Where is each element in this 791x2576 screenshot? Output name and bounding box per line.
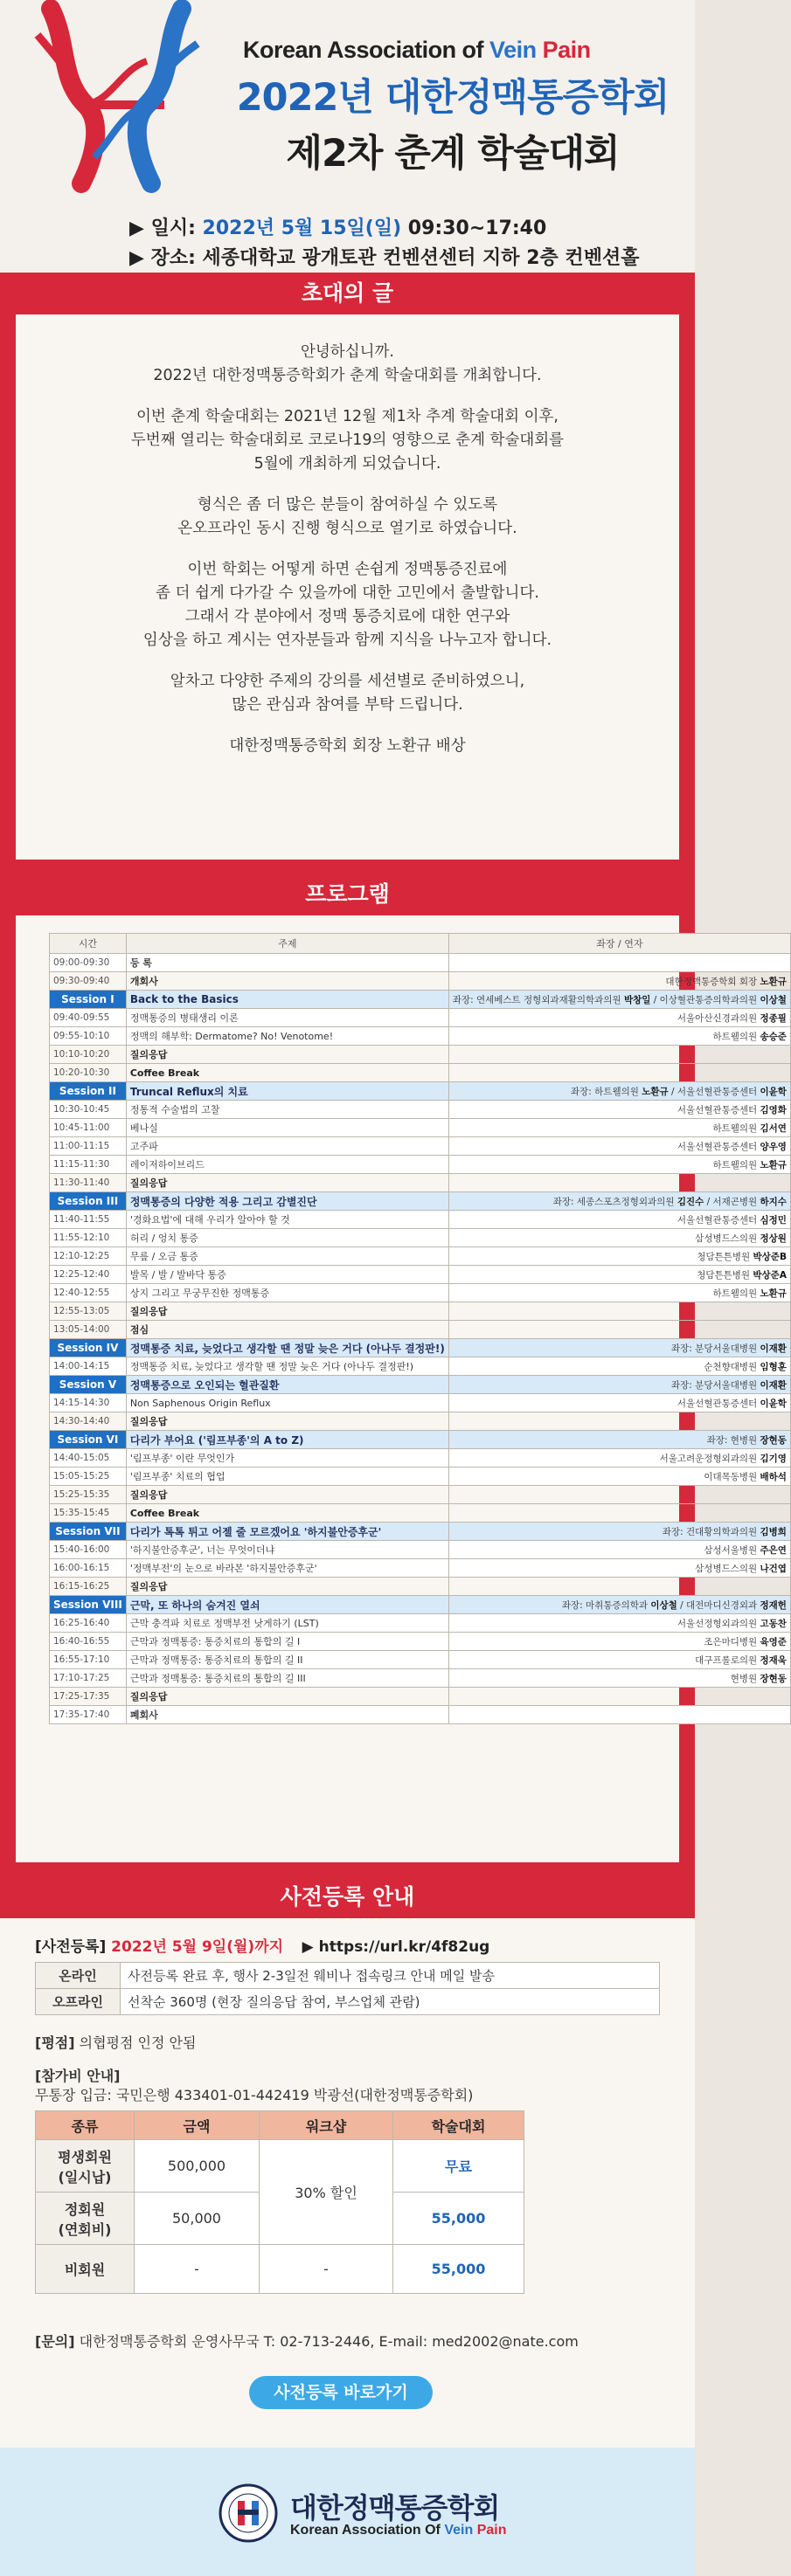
speaker-name: 정상원 (760, 1233, 787, 1244)
program-row (50, 1357, 791, 1376)
speaker-name: 김진수 (677, 1196, 704, 1207)
row-topic: 베나실 (126, 1119, 448, 1137)
row-speaker (448, 1394, 790, 1412)
row-topic: Back to the Basics (126, 991, 448, 1009)
mode-online: 온라인 사전등록 완료 후, 행사 2-3일전 웨비나 접속링크 안내 메일 발송 (36, 1963, 660, 1989)
row-time: 17:25-17:35 (50, 1688, 127, 1706)
speaker-name: 양우영 (760, 1141, 787, 1152)
row-topic: 정맥의 해부학: Dermatome? No! Venotome! (126, 1027, 448, 1046)
speaker-affiliation: 서울선혈관통증센터 (677, 1214, 760, 1226)
program-row (50, 1064, 791, 1082)
speaker-name: 이상철 (650, 1599, 677, 1611)
registration-title: 사전등록 안내 (280, 1884, 415, 1910)
row-topic: Non Saphenous Origin Reflux (126, 1394, 448, 1412)
row-speaker (448, 1192, 790, 1211)
speaker-name: 이윤학 (760, 1086, 787, 1097)
row-topic: 질의응답 (126, 1302, 448, 1321)
speaker-affiliation: 좌장: 현병원 (706, 1434, 760, 1446)
greeting-line: 안녕하십니까. (301, 343, 394, 361)
row-topic: '경화요법'에 대해 우리가 알아야 할 것 (126, 1211, 448, 1229)
speaker-affiliation: 하트웰의원 (712, 1288, 760, 1299)
greeting-line: 그래서 각 분야에서 정맥 통증치료에 대한 연구와 (184, 608, 510, 625)
row-time: 13:05-14:00 (50, 1321, 127, 1339)
row-time: 15:25-15:35 (50, 1486, 127, 1504)
program-row (50, 1046, 791, 1064)
program-row (50, 1247, 791, 1266)
speaker-affiliation: 삼성병드스의원 (695, 1233, 760, 1244)
speaker-name: 노환규 (642, 1086, 669, 1097)
greeting-line: 임상을 하고 계시는 연자분들과 함께 지식을 나누고자 합니다. (142, 632, 552, 649)
greeting-paragraph (16, 341, 679, 388)
program-title-bar (0, 874, 695, 915)
greeting-paragraph (16, 558, 679, 653)
row-time: 11:00-11:15 (50, 1137, 127, 1156)
row-speaker (448, 1284, 790, 1302)
fee-header-row: 종류 금액 워크샵 학술대회 (36, 2111, 524, 2140)
row-topic: 질의응답 (126, 1486, 448, 1504)
greeting-paragraph (16, 494, 679, 541)
row-speaker (448, 1651, 790, 1669)
session-row (50, 1431, 791, 1449)
speaker-affiliation: / 이상혈관통증의학과의원 (650, 994, 760, 1005)
speaker-affiliation: 조은마디병원 (704, 1636, 760, 1647)
program-row (50, 1211, 791, 1229)
speaker-affiliation: 하트웰의원 (712, 1122, 760, 1134)
speaker-name: 주은연 (760, 1544, 787, 1556)
program-row (50, 1137, 791, 1156)
program-row (50, 1449, 791, 1468)
row-speaker (448, 1523, 790, 1541)
speaker-name: 정재헌 (760, 1599, 787, 1611)
row-topic: 질의응답 (126, 1578, 448, 1596)
program-row (50, 1559, 791, 1578)
program-row (50, 1174, 791, 1192)
row-time: 14:40-15:05 (50, 1449, 127, 1468)
speaker-affiliation: 좌장: 세종스포츠정형외과의원 (552, 1196, 677, 1207)
session-row (50, 1376, 791, 1394)
program-row (50, 972, 791, 991)
footer-society-english: Korean Association Of Vein Pain (290, 2523, 507, 2538)
row-speaker (448, 1009, 790, 1027)
speaker-affiliation: 청담튼튼병원 (697, 1251, 753, 1262)
fee-label: [참가비 안내] (35, 2068, 121, 2084)
row-time: 11:30-11:40 (50, 1174, 127, 1192)
registration-title-bar (0, 1876, 695, 1918)
row-speaker (448, 1688, 790, 1706)
row-time: Session VII (50, 1523, 127, 1541)
col-speaker: 좌장 / 연자 (448, 934, 790, 954)
speaker-affiliation: 좌장: 연세베스트 정형외과재활의학과의원 (452, 994, 624, 1005)
speaker-name: 송승준 (760, 1031, 787, 1042)
speaker-name: 심정민 (760, 1214, 787, 1226)
row-time: 12:25-12:40 (50, 1266, 127, 1284)
speaker-affiliation: / 서울선혈관통증센터 (668, 1086, 760, 1097)
speaker-name: 장현동 (760, 1673, 787, 1684)
row-time: Session IV (50, 1339, 127, 1357)
speaker-name: 하지수 (760, 1196, 787, 1207)
speaker-name: 고동찬 (760, 1618, 787, 1629)
event-title: 2022년 대한정맥통증학회 (236, 76, 670, 120)
speaker-name: 김영화 (760, 1104, 787, 1115)
account-info: 무통장 입금: 국민은행 433401-01-442419 박광선(대한정맥통증학회) (35, 2087, 474, 2103)
speaker-affiliation: 대구프롤로의원 (695, 1654, 760, 1666)
row-topic: 다리가 부어요 ('림프부종'의 A to Z) (126, 1431, 448, 1449)
row-topic: 무릎 / 오금 통증 (126, 1247, 448, 1266)
row-topic: 질의응답 (126, 1174, 448, 1192)
fee-table (35, 2110, 524, 2294)
registration-deadline: [사전등록] 2022년 5월 9일(월)까지 ▶ https://url.kr/4f82ug (35, 1938, 490, 1956)
row-topic: 폐회사 (126, 1706, 448, 1724)
program-row (50, 1302, 791, 1321)
row-time: 16:00-16:15 (50, 1559, 127, 1578)
row-time: 09:55-10:10 (50, 1027, 127, 1046)
association-name: Korean Association of Vein Pain (243, 37, 591, 63)
row-topic: 정맥통증의 다양한 적용 그리고 감별진단 (126, 1192, 448, 1211)
row-topic: 등 록 (126, 954, 448, 972)
program-row (50, 1321, 791, 1339)
row-topic: 상지 그리고 무궁무진한 정맥통증 (126, 1284, 448, 1302)
row-speaker (448, 1578, 790, 1596)
row-time: 12:40-12:55 (50, 1284, 127, 1302)
speaker-affiliation: 서울선혈관통증센터 (677, 1398, 760, 1409)
speaker-affiliation: 청담튼튼병원 (697, 1269, 753, 1281)
row-time: 17:35-17:40 (50, 1706, 127, 1724)
row-speaker (448, 1633, 790, 1651)
row-speaker (448, 1357, 790, 1376)
row-speaker (448, 991, 790, 1009)
row-topic: 개회사 (126, 972, 448, 991)
row-topic: 허리 / 엉치 통증 (126, 1229, 448, 1247)
row-topic: '정맥부전'의 눈으로 바라본 '하지불안증후군' (126, 1559, 448, 1578)
speaker-affiliation: 좌장: 분당서울대병원 (671, 1379, 760, 1391)
speaker-affiliation: 서울아산신경과의원 (677, 1012, 760, 1024)
event-subtitle: 제2차 춘계 학술대회 (286, 132, 620, 176)
row-topic: 발목 / 발 / 발바닥 통증 (126, 1266, 448, 1284)
speaker-name: 정종필 (760, 1012, 787, 1024)
program-row (50, 1229, 791, 1247)
row-speaker (448, 1211, 790, 1229)
greeting-line: 알차고 다양한 주제의 강의를 세션별로 준비하였으니, (170, 673, 525, 690)
row-speaker (448, 1229, 790, 1247)
fee-row-lifetime: 평생회원 (일시납) 500,000 30% 할인 무료 (36, 2140, 524, 2193)
row-time: 16:55-17:10 (50, 1651, 127, 1669)
speaker-name: 김병희 (760, 1526, 787, 1537)
program-row (50, 1266, 791, 1284)
row-time: 10:10-10:20 (50, 1046, 127, 1064)
speaker-name: 이재환 (760, 1343, 787, 1354)
row-topic: '하지불안증후군', 너는 무엇이더냐 (126, 1541, 448, 1559)
row-time: Session VI (50, 1431, 127, 1449)
row-speaker (448, 972, 790, 991)
row-speaker (448, 1486, 790, 1504)
row-speaker (448, 1027, 790, 1046)
speaker-name: 육영준 (760, 1636, 787, 1647)
vein-logo-icon (33, 9, 199, 183)
row-time: 17:10-17:25 (50, 1669, 127, 1688)
row-time: 10:20-10:30 (50, 1064, 127, 1082)
row-speaker (448, 1559, 790, 1578)
speaker-affiliation: 이대목동병원 (704, 1471, 760, 1482)
row-time: 11:15-11:30 (50, 1156, 127, 1174)
row-time: 14:30-14:40 (50, 1412, 127, 1431)
speaker-name: 이윤학 (760, 1398, 787, 1409)
speaker-name: 노환규 (760, 1288, 787, 1299)
row-topic: 정맥통증으로 오인되는 혈관질환 (126, 1376, 448, 1394)
row-topic: 질의응답 (126, 1688, 448, 1706)
row-topic: Coffee Break (126, 1064, 448, 1082)
program-panel (16, 915, 787, 1862)
program-row (50, 1504, 791, 1523)
row-speaker (448, 1614, 790, 1633)
speaker-affiliation: 하트웰의원 (712, 1159, 760, 1171)
row-topic: Coffee Break (126, 1504, 448, 1523)
row-speaker (448, 1174, 790, 1192)
program-row (50, 1156, 791, 1174)
col-time: 시간 (50, 934, 127, 954)
mode-offline: 오프라인 선착순 360명 (현장 질의응답 참여, 부스업체 관람) (36, 1989, 660, 2015)
attendance-modes (35, 1962, 660, 2015)
row-topic: 질의응답 (126, 1046, 448, 1064)
register-button[interactable]: 사전등록 바로가기 (249, 2376, 433, 2409)
greeting-line: 대한정맥통증학회 회장 노환규 배상 (229, 737, 466, 755)
speaker-name: 박상준B (753, 1251, 787, 1262)
row-topic: 정통적 수술법의 고찰 (126, 1101, 448, 1119)
row-time: 16:25-16:40 (50, 1614, 127, 1633)
row-speaker (448, 1339, 790, 1357)
row-time: 16:15-16:25 (50, 1578, 127, 1596)
society-seal-icon (219, 2483, 278, 2543)
program-row (50, 1651, 791, 1669)
speaker-affiliation: 현병원 (730, 1673, 760, 1684)
row-speaker (448, 1669, 790, 1688)
row-topic: 근막과 정맥통증: 통증치료의 통합의 길 II (126, 1651, 448, 1669)
program-row (50, 1101, 791, 1119)
greeting-panel (16, 314, 679, 860)
greeting-line: 두번째 열리는 학술대회로 코로나19의 영향으로 춘계 학술대회를 (130, 432, 565, 449)
speaker-affiliation: / 대전마디신경외과 (677, 1599, 760, 1611)
row-speaker (448, 1082, 790, 1101)
greeting-title-bar (0, 273, 695, 314)
program-header-row (50, 934, 791, 954)
fee-row-nonmember: 비회원 - - 55,000 (36, 2245, 524, 2294)
speaker-affiliation: 좌장: 건대황의학과의원 (662, 1526, 760, 1537)
footer-society-name: 대한정맥통증학회 (290, 2491, 500, 2524)
program-row (50, 1009, 791, 1027)
row-topic: '림프부종' 이란 무엇인가 (126, 1449, 448, 1468)
row-topic: 점심 (126, 1321, 448, 1339)
row-topic: 정맥통증 치료, 늦었다고 생각할 땐 정말 늦은 거다 (아나두 결정판!) (126, 1357, 448, 1376)
row-topic: 레이저하이브리드 (126, 1156, 448, 1174)
header (0, 0, 695, 273)
greeting-line: 2022년 대한정맥통증학회가 춘계 학술대회를 개최합니다. (153, 367, 542, 384)
session-row (50, 1192, 791, 1211)
speaker-name: 배하석 (760, 1471, 787, 1482)
contact-info: [문의] 대한정맥통증학회 운영사무국 T: 02-713-2446, E-mail: med2002@nate.com (35, 2333, 579, 2350)
row-time: 12:10-12:25 (50, 1247, 127, 1266)
speaker-affiliation: 삼성서울병원 (704, 1544, 760, 1556)
greeting-line: 이번 학회는 어떻게 하면 손쉽게 정맥통증진료에 (187, 561, 508, 578)
program-row (50, 1468, 791, 1486)
greeting-line: 5월에 개최하게 되었습니다. (253, 455, 441, 473)
row-topic: 질의응답 (126, 1412, 448, 1431)
row-time: 09:30-09:40 (50, 972, 127, 991)
program-row (50, 1284, 791, 1302)
row-topic: 고주파 (126, 1137, 448, 1156)
speaker-affiliation: 서울선혈관통증센터 (677, 1104, 760, 1115)
speaker-name: 박창일 (623, 994, 651, 1005)
greeting-line: 좀 더 쉽게 다가갈 수 있을까에 대한 고민에서 출발합니다. (156, 584, 539, 602)
row-time: Session VIII (50, 1596, 127, 1614)
speaker-name: 이상철 (760, 994, 787, 1005)
row-speaker (448, 1247, 790, 1266)
program-row (50, 1486, 791, 1504)
speaker-name: 김기영 (760, 1453, 787, 1464)
row-speaker (448, 1119, 790, 1137)
speaker-affiliation: 서울고려운정형외과의원 (659, 1453, 760, 1464)
speaker-affiliation: 좌장: 하트웰의원 (571, 1086, 642, 1097)
speaker-affiliation: 삼성병드스의원 (695, 1563, 760, 1574)
row-time: Session V (50, 1376, 127, 1394)
row-speaker (448, 1596, 790, 1614)
program-row (50, 954, 791, 972)
row-time: 16:40-16:55 (50, 1633, 127, 1651)
row-topic: 근막과 정맥통증: 통증치료의 통합의 길 III (126, 1669, 448, 1688)
program-row (50, 1633, 791, 1651)
greeting-line: 온오프라인 동시 진행 형식으로 열기로 하였습니다. (177, 520, 517, 537)
greeting-paragraph (16, 670, 679, 717)
row-speaker (448, 1541, 790, 1559)
col-topic: 주제 (126, 934, 448, 954)
speaker-name: 박상준A (753, 1269, 787, 1281)
program-section (0, 915, 787, 1876)
row-time: 10:45-11:00 (50, 1119, 127, 1137)
row-time: Session II (50, 1082, 127, 1101)
row-topic: 정맥통증의 병태생리 이론 (126, 1009, 448, 1027)
speaker-affiliation: 서울선혈관통증센터 (677, 1141, 760, 1152)
program-row (50, 1669, 791, 1688)
greeting-line: 형식은 좀 더 많은 분들이 참여하실 수 있도록 (197, 496, 498, 514)
program-row (50, 1412, 791, 1431)
event-place: ▶ 장소: 세종대학교 광개토관 컨벤션센터 지하 2층 컨벤션홀 (129, 247, 640, 269)
speaker-name: 임형훈 (760, 1361, 787, 1372)
row-speaker (448, 1706, 790, 1724)
program-row (50, 1578, 791, 1596)
session-row (50, 1339, 791, 1357)
row-time: 15:05-15:25 (50, 1468, 127, 1486)
speaker-affiliation: / 서재곤병원 (704, 1196, 760, 1207)
speaker-name: 노환규 (760, 976, 787, 987)
row-speaker (448, 1321, 790, 1339)
row-time: 09:00-09:30 (50, 954, 127, 972)
speaker-name: 노환규 (760, 1159, 787, 1171)
row-topic: 근막 충격파 치료로 정맥부전 낫게하기 (LST) (126, 1614, 448, 1633)
header-panel (16, 0, 679, 273)
greeting-paragraph (16, 735, 679, 758)
speaker-name: 장현동 (760, 1434, 787, 1446)
greeting-text (16, 341, 679, 776)
program-row (50, 1119, 791, 1137)
speaker-name: 김서연 (760, 1122, 787, 1134)
row-time: Session III (50, 1192, 127, 1211)
row-speaker (448, 1376, 790, 1394)
program-table (49, 933, 791, 1724)
greeting-title: 초대의 글 (301, 280, 394, 306)
program-row (50, 1706, 791, 1724)
program-row (50, 1541, 791, 1559)
row-time: Session I (50, 991, 127, 1009)
row-topic: 근막과 정맥통증: 통증치료의 통합의 길 I (126, 1633, 448, 1651)
row-speaker (448, 1504, 790, 1523)
row-time: 11:55-12:10 (50, 1229, 127, 1247)
speaker-name: 나건엽 (760, 1563, 787, 1574)
speaker-name: 정재욱 (760, 1654, 787, 1666)
row-speaker (448, 1064, 790, 1082)
row-speaker (448, 1468, 790, 1486)
session-row (50, 1596, 791, 1614)
row-speaker (448, 1266, 790, 1284)
row-time: 11:40-11:55 (50, 1211, 127, 1229)
program-row (50, 1394, 791, 1412)
row-time: 09:40-09:55 (50, 1009, 127, 1027)
session-row (50, 991, 791, 1009)
row-topic: 근막, 또 하나의 숨겨진 열쇠 (126, 1596, 448, 1614)
speaker-affiliation: 서울선정형외과의원 (677, 1618, 760, 1629)
credit-info: [평점] 의협평점 인정 안됨 (35, 2034, 197, 2051)
program-row (50, 1027, 791, 1046)
greeting-section (0, 314, 695, 874)
program-title: 프로그램 (305, 881, 390, 907)
row-time: 14:15-14:30 (50, 1394, 127, 1412)
registration-link[interactable]: ▶ https://url.kr/4f82ug (302, 1938, 490, 1956)
row-speaker (448, 1431, 790, 1449)
greeting-line: 이번 춘계 학술대회는 2021년 12월 제1차 추계 학술대회 이후, (135, 408, 559, 425)
greeting-paragraph (16, 405, 679, 476)
row-topic: Truncal Reflux의 치료 (126, 1082, 448, 1101)
row-speaker (448, 1101, 790, 1119)
row-time: 12:55-13:05 (50, 1302, 127, 1321)
row-topic: '림프부종' 치료의 협업 (126, 1468, 448, 1486)
row-time: 10:30-10:45 (50, 1101, 127, 1119)
speaker-affiliation: 좌장: 마취통증의학과 (561, 1599, 651, 1611)
greeting-line: 많은 관심과 참여를 부탁 드립니다. (232, 696, 463, 714)
program-row (50, 1614, 791, 1633)
row-speaker (448, 1412, 790, 1431)
row-time: 15:35-15:45 (50, 1504, 127, 1523)
session-row (50, 1082, 791, 1101)
event-date: ▶ 일시: 2022년 5월 15일(일) 09:30~17:40 (129, 218, 547, 239)
row-speaker (448, 1156, 790, 1174)
fee-row-regular: 정회원 (연회비) 50,000 55,000 (36, 2193, 524, 2245)
speaker-affiliation: 순천향대병원 (704, 1361, 760, 1372)
row-speaker (448, 1302, 790, 1321)
row-topic: 정맥통증 치료, 늦었다고 생각할 땐 정말 늦은 거다 (아나두 결정판!) (126, 1339, 448, 1357)
row-time: 14:00-14:15 (50, 1357, 127, 1376)
speaker-affiliation: 하트웰의원 (712, 1031, 760, 1042)
row-speaker (448, 1137, 790, 1156)
speaker-affiliation: 대한정맥통증학회 회장 (665, 976, 760, 987)
program-row (50, 1688, 791, 1706)
row-speaker (448, 1449, 790, 1468)
speaker-name: 이재환 (760, 1379, 787, 1391)
row-topic: 다리가 톡톡 튀고 어젤 줄 모르겠어요 '하지불안증후군' (126, 1523, 448, 1541)
session-row (50, 1523, 791, 1541)
speaker-affiliation: 좌장: 분당서울대병원 (671, 1343, 760, 1354)
row-time: 15:40-16:00 (50, 1541, 127, 1559)
row-speaker (448, 1046, 790, 1064)
row-speaker (448, 954, 790, 972)
